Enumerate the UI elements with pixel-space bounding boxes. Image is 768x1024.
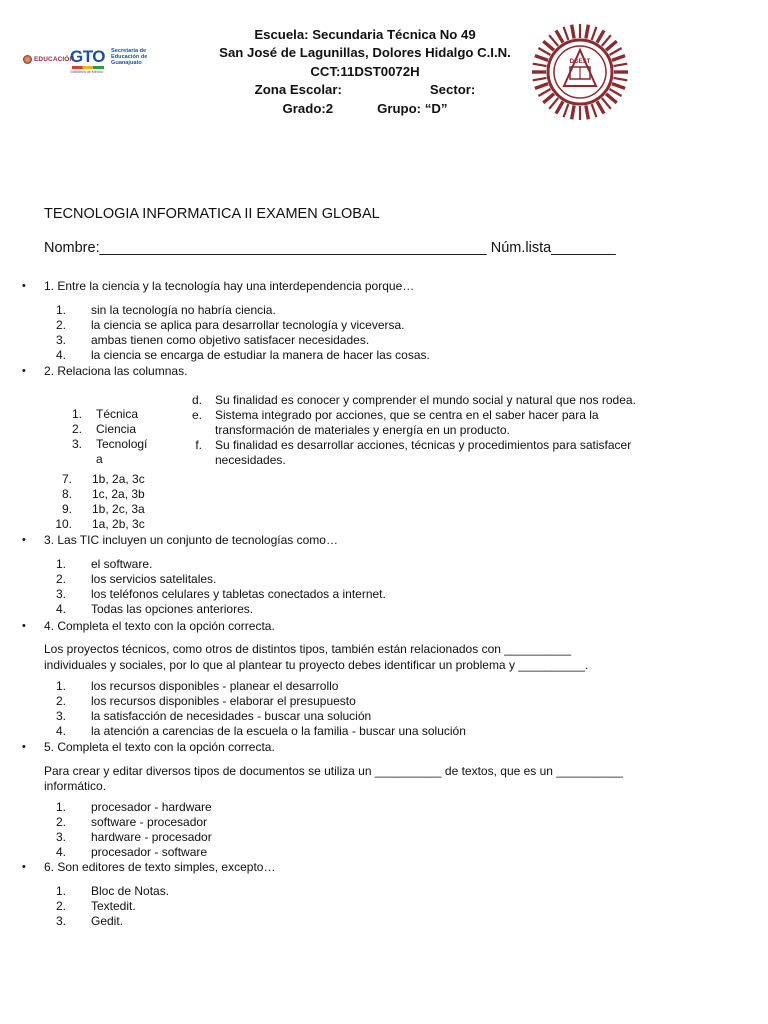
seal-text: DGEST	[569, 59, 591, 65]
seal-ray	[612, 84, 625, 89]
seal-ray	[538, 89, 550, 96]
school-cct: CCT:11DST0072H	[310, 63, 420, 79]
question-5-options: 1. procesador - hardware 2. software - procesador 3. hardware - procesador 4. procesador - software	[55, 800, 212, 859]
seal-ray	[606, 94, 617, 103]
education-emblem-icon	[23, 55, 32, 64]
seal-ray	[612, 56, 625, 61]
seal-ray	[533, 64, 547, 66]
seal-ray	[609, 89, 621, 96]
school-name: Escuela: Secundaria Técnica No 49	[254, 27, 476, 42]
zona-label: Zona Escolar:	[254, 82, 342, 98]
seal-ray	[549, 98, 558, 109]
name-line	[44, 240, 616, 256]
grado-grupo-line	[180, 100, 550, 118]
question-4-stem: 4. Completa el texto con la opción correcta.	[44, 619, 275, 633]
seal-ray	[572, 25, 574, 39]
seal-ray	[586, 25, 588, 39]
question-4-options: 1. los recursos disponibles - planear el desarrollo 2. los recursos disponibles - elaborar el presupuesto 3. la satisfacción de necesidades - buscar una solución 4. la atención a carencias de la escuela o la familia - buscar una solución	[55, 679, 466, 738]
seal-ray	[592, 27, 597, 40]
seal-ray	[543, 94, 554, 103]
question-5-stem: 5. Completa el texto con la opción correcta.	[44, 740, 275, 754]
question-1-stem: 1. Entre la ciencia y la tecnología hay una interdependencia porque…	[44, 279, 415, 293]
seal-ray	[602, 35, 611, 46]
seal-ray	[586, 105, 588, 119]
question-3-stem: 3. Las TIC incluyen un conjunto de tecnologías como…	[44, 533, 338, 547]
seal-ray	[535, 84, 548, 89]
government-logos	[20, 44, 160, 76]
name-label: Nombre:	[44, 240, 100, 256]
seal-ray	[613, 64, 627, 66]
seal-ray	[556, 30, 563, 42]
question-2-right-column: d. Su finalidad es conocer y comprender el mundo social y natural que nos rodea. e. Sistema integrado por acciones, que se centra en el saber hacer para la transformación de materiales y energía en un producto. f. Su finalidad es desarrollar acciones, técnicas y procedimientos para satisfacer necesidades.	[191, 393, 636, 467]
educacion-logo-text: EDUCACIÓN	[34, 56, 75, 63]
question-6-options: 1. Bloc de Notas. 2. Textedit. 3. Gedit.	[55, 884, 170, 928]
seal-ray	[538, 48, 550, 55]
seal-ray	[572, 105, 574, 119]
bullet-icon: •	[22, 861, 26, 873]
exam-title: TECNOLOGIA INFORMATICA II EXAMEN GLOBAL	[44, 206, 380, 222]
bullet-icon: •	[22, 365, 26, 377]
secretaria-logo-text: Secretaría de Educación de Guanajuato	[111, 48, 148, 66]
seal-ray	[592, 104, 597, 117]
seal-ray	[602, 98, 611, 109]
question-1-options: 1. sin la tecnología no habría ciencia. 2. la ciencia se aplica para desarrollar tecnología y viceversa. 3. ambas tienen como objetivo satisfacer necesidades. 4. la ciencia se encarga de estudiar la manera de hacer las cosas.	[55, 303, 430, 362]
bullet-icon: •	[22, 280, 26, 292]
seal-ray	[533, 78, 547, 80]
gto-color-bar	[72, 66, 104, 69]
seal-ray	[564, 27, 569, 40]
seal-ray	[556, 101, 563, 113]
grupo-label: Grupo: “D”	[377, 100, 448, 116]
seal-ray	[549, 35, 558, 46]
seal-ray	[606, 41, 617, 50]
school-seal-logo	[530, 20, 630, 122]
seal-ray	[597, 101, 604, 113]
seal-ray	[609, 48, 621, 55]
question-2-left-column: 1. Técnica 2. Ciencia 3. Tecnologí a	[71, 407, 148, 466]
gto-logo-text: GTO	[70, 47, 106, 66]
question-5-text-line: Para crear y editar diversos tipos de documentos se utiliza un __________ de textos, que es un __________	[44, 764, 624, 778]
bullet-icon: •	[22, 534, 26, 546]
question-3-options: 1. el software. 2. los servicios satelitales. 3. los teléfonos celulares y tabletas conectados a internet. 4. Todas las opciones anteriores.	[55, 557, 386, 616]
question-4-text-line: Los proyectos técnicos, como otros de distintos tipos, también están relacionados con __________	[44, 642, 571, 656]
question-2-stem: 2. Relaciona las columnas.	[44, 364, 188, 378]
name-blank[interactable]: ________________________________________________	[99, 240, 487, 256]
question-6-stem: 6. Son editores de texto simples, excepto…	[44, 860, 276, 874]
question-5-text-line: informático.	[44, 779, 107, 793]
list-label: Núm.lista	[490, 240, 552, 256]
school-location: San José de Lagunillas, Dolores Hidalgo C.I.N.	[219, 45, 511, 61]
zona-sector-line	[180, 81, 550, 99]
gto-caption: Grandeza de México	[70, 70, 104, 74]
seal-ray	[564, 104, 569, 117]
list-blank[interactable]: ________	[551, 240, 616, 256]
sector-label: Sector:	[429, 82, 476, 98]
grado-label: Grado:2	[282, 100, 334, 116]
seal-ray	[535, 56, 548, 61]
seal-ray	[613, 78, 627, 80]
bullet-icon: •	[22, 620, 26, 632]
question-2-options: 7. 1b, 2a, 3c 8. 1c, 2a, 3b 9. 1b, 2c, 3a 10. 1a, 2b, 3c	[55, 472, 145, 531]
bullet-icon: •	[22, 741, 26, 753]
question-4-text-line: individuales y sociales, por lo que al plantear tu proyecto debes identificar un problema y __________.	[44, 658, 589, 672]
school-header	[180, 26, 550, 118]
seal-ray	[597, 30, 604, 42]
seal-ray	[543, 41, 554, 50]
